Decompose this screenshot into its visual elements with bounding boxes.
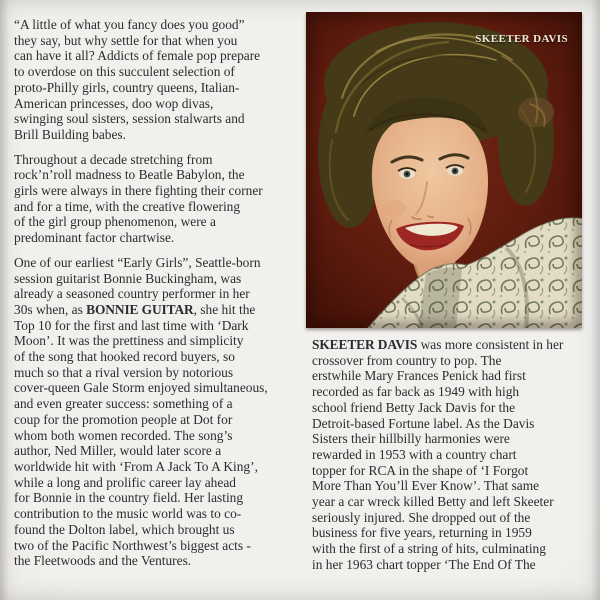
text-line: whom both women recorded. The song’s: [14, 427, 233, 443]
text-line: for Bonnie in the country field. Her lasting: [14, 490, 244, 506]
text-line: author, Ned Miller, would later score a: [14, 443, 222, 459]
text-line: seriously injured. She dropped out of the: [312, 509, 531, 525]
text-line: business for five years, returning in 1959: [312, 525, 532, 541]
paragraph: [14, 255, 306, 569]
skeeter-davis-photo: [306, 12, 582, 328]
left-column-text: [14, 17, 306, 578]
text-line: session guitarist Bonnie Buckingham, was: [14, 270, 242, 286]
text-line: the Fleetwoods and the Ventures.: [14, 553, 192, 569]
text-line: to overdose on this succulent selection of: [14, 64, 235, 80]
text-line: contribution to the music world was to co-: [14, 506, 242, 522]
text-line: crossover from country to pop. The: [312, 352, 502, 368]
text-line: “A little of what you fancy does you good”: [14, 17, 245, 32]
text-line: cover-queen Gale Storm enjoyed simultaneous,: [14, 380, 268, 396]
text-line: two of the Pacific Northwest’s biggest acts -: [14, 537, 251, 553]
text-line: American princesses, doo wop divas,: [14, 95, 214, 111]
text-line: year a car wreck killed Betty and left Skeeter: [312, 494, 554, 510]
text-line: More Than You’ll Ever Know’. That same: [312, 478, 540, 494]
text-line: found the Dolton label, which brought us: [14, 521, 235, 537]
text-line: proto-Philly girls, country queens, Italian-: [14, 79, 240, 95]
text-line: predominant factor chartwise.: [14, 230, 175, 246]
text-line: SKEETER DAVIS was more consistent in her: [312, 337, 564, 352]
text-line: Detroit-based Fortune label. As the Davis: [312, 415, 535, 431]
text-line: 30s when, as BONNIE GUITAR, she hit the: [14, 301, 256, 317]
cheek: [382, 200, 406, 216]
text-line: of the song that hooked record buyers, so: [14, 349, 235, 365]
portrait-illustration: [306, 12, 582, 328]
text-line: and for a time, with the creative flowering: [14, 198, 241, 214]
text-line: Moon’. It was the prettiness and simplicity: [14, 333, 244, 349]
text-line: while a long and prolific career lay ahead: [14, 474, 236, 490]
text-line: and even greater success: something of a: [14, 396, 233, 412]
text-line: swinging soul sisters, session stalwarts and: [14, 111, 245, 127]
text-line: school friend Betty Jack Davis for the: [312, 399, 516, 415]
text-line: erstwhile Mary Frances Penick had first: [312, 368, 526, 384]
text-line: already a seasoned country performer in her: [14, 286, 250, 302]
text-line: rock’n’roll madness to Beatle Babylon, the: [14, 167, 245, 183]
paragraph: [312, 337, 592, 573]
text-line: Top 10 for the first and last time with ‘Dark: [14, 317, 249, 333]
text-line: coup for the promotion people at Dot for: [14, 411, 233, 427]
right-column-text: [312, 337, 592, 582]
text-line: topper for RCA in the shape of ‘I Forgot: [312, 462, 529, 478]
text-line: worldwide hit with ‘From A Jack To A King’,: [14, 458, 258, 474]
text-line: recorded as far back as 1949 with high: [312, 384, 520, 400]
text-line: can have it all? Addicts of female pop prepare: [14, 48, 261, 64]
text-line: rewarded in 1953 with a country chart: [312, 446, 517, 462]
text-line: in her 1963 chart topper ‘The End Of The: [312, 556, 536, 572]
text-line: Brill Building babes.: [14, 126, 126, 142]
text-line: with the first of a string of hits, culminating: [312, 541, 546, 557]
text-line: girls were always in there fighting their corner: [14, 183, 263, 199]
photo-caption: SKEETER DAVIS: [475, 33, 568, 45]
text-line: One of our earliest “Early Girls”, Seattle-born: [14, 254, 261, 270]
text-line: Sisters their hillbilly harmonies were: [312, 431, 510, 447]
paragraph: [14, 17, 306, 143]
text-line: much so that a rival version by notorious: [14, 364, 234, 380]
text-line: of the girl group phenomenon, were a: [14, 214, 216, 230]
paragraph: [14, 152, 306, 246]
text-line: they say, but why settle for that when you: [14, 32, 238, 48]
text-line: Throughout a decade stretching from: [14, 151, 213, 167]
